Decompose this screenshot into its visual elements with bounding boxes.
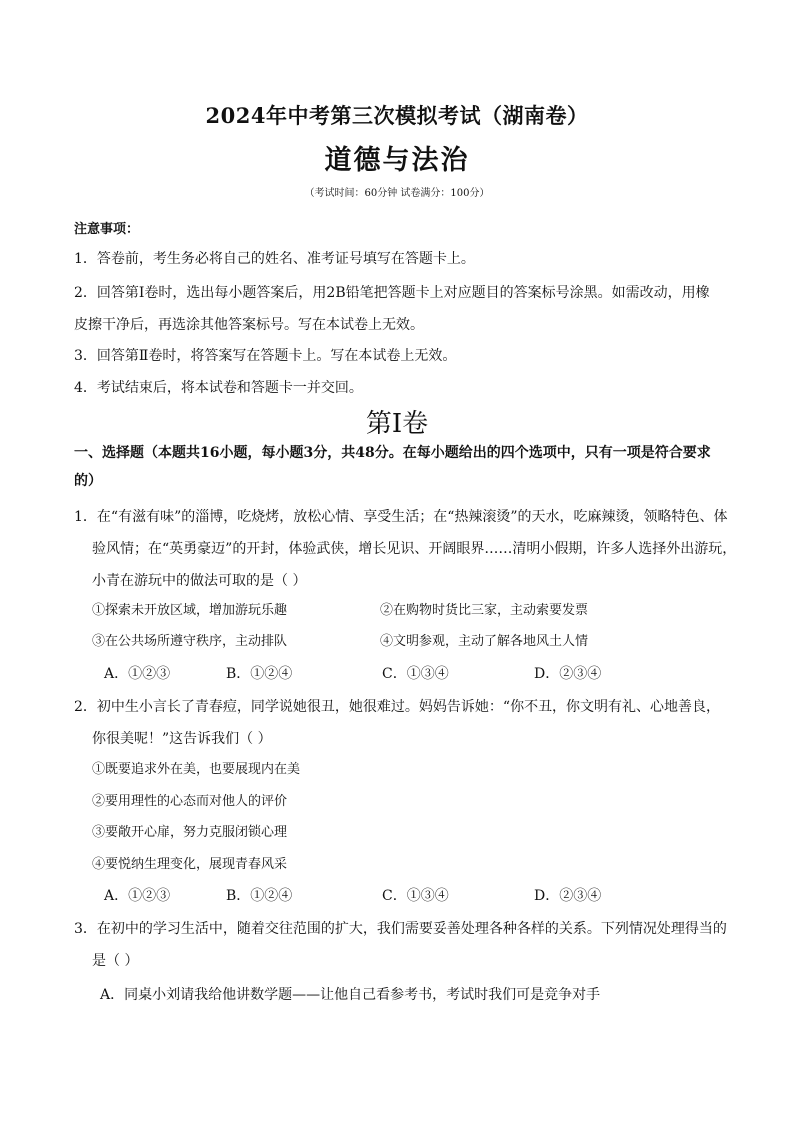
choice-c[interactable]: C．①③④ <box>382 888 449 904</box>
choice-a[interactable]: A．同桌小刘请我给他讲数学题——让他自己看参考书，考试时我们可是竞争对手 <box>100 987 601 1003</box>
statement: ②在购物时货比三家，主动索要发票 <box>380 603 589 618</box>
question-1-choices-row <box>0 665 794 683</box>
question-2-stem: 2．初中生小言长了青春痘，同学说她很丑，她很难过。妈妈告诉她：“你不丑，你文明有礼、心地善良， <box>74 699 721 715</box>
choice-a[interactable]: A．①②③ <box>104 888 171 904</box>
notice-item: 3．回答第Ⅱ卷时，将答案写在答题卡上。写在本试卷上无效。 <box>74 348 457 364</box>
subject-title: 道德与法治 <box>324 145 470 176</box>
exam-title: 2024年中考第三次模拟考试（湖南卷） <box>205 103 589 128</box>
question-1-stem: 1．在“有滋有味”的淄博，吃烧烤，放松心情、享受生活；在“热辣滚烫”的天水，吃麻辣烫，领略特色、体 <box>74 509 728 525</box>
choice-b[interactable]: B．①②④ <box>226 666 293 682</box>
section-instruction: 一、选择题（本题共16小题，每小题3分，共48分。在每小题给出的四个选项中，只有一项是符合要求 <box>74 445 711 461</box>
statement: ④要悦纳生理变化，展现青春风采 <box>92 857 288 872</box>
statement: ③在公共场所遵守秩序，主动排队 <box>92 634 288 649</box>
section-title: 第Ⅰ卷 <box>365 409 429 439</box>
notice-item: 皮擦干净后，再选涂其他答案标号。写在本试卷上无效。 <box>74 317 424 333</box>
choice-b[interactable]: B．①②④ <box>226 888 293 904</box>
notice-item: 4．考试结束后，将本试卷和答题卡一并交回。 <box>74 380 363 396</box>
question-1-stem: 小青在游玩中的做法可取的是（ ） <box>92 573 307 589</box>
section-instruction: 的） <box>74 473 102 489</box>
choice-a[interactable]: A．①②③ <box>104 666 171 682</box>
notice-item: 2．回答第Ⅰ卷时，选出每小题答案后，用2B铅笔把答题卡上对应题目的答案标号涂黑。如需改动，用橡 <box>74 285 710 301</box>
notice-item: 1．答卷前，考生务必将自己的姓名、准考证号填写在答题卡上。 <box>74 251 475 267</box>
question-1-stem: 验风情；在“英勇豪迈”的开封，体验武侠，增长见识、开阔眼界……清明小假期，许多人选择外出游玩， <box>92 541 737 557</box>
question-1-statements-row <box>0 602 794 620</box>
question-1-statements-row <box>0 633 794 651</box>
question-3-stem: 是（ ） <box>92 953 139 969</box>
choice-d[interactable]: D．②③④ <box>534 888 602 904</box>
statement: ④文明参观，主动了解各地风土人情 <box>380 634 589 649</box>
question-2-choices-row <box>0 887 794 905</box>
question-3-stem: 3．在初中的学习生活中，随着交往范围的扩大，我们需要妥善处理各种各样的关系。下列情况处理得当的 <box>74 921 727 937</box>
question-2-stem: 你很美呢！”这告诉我们（ ） <box>92 731 272 747</box>
choice-c[interactable]: C．①③④ <box>382 666 449 682</box>
statement: ①探索未开放区域，增加游玩乐趣 <box>92 603 288 618</box>
notice-heading: 注意事项： <box>74 222 140 237</box>
choice-d[interactable]: D．②③④ <box>534 666 602 682</box>
exam-meta: （考试时间：60分钟 试卷满分：100分） <box>304 188 490 199</box>
statement: ②要用理性的心态而对他人的评价 <box>92 794 288 809</box>
statement: ①既要追求外在美，也要展现内在美 <box>92 762 301 777</box>
statement: ③要敞开心扉，努力克服闭锁心理 <box>92 825 288 840</box>
